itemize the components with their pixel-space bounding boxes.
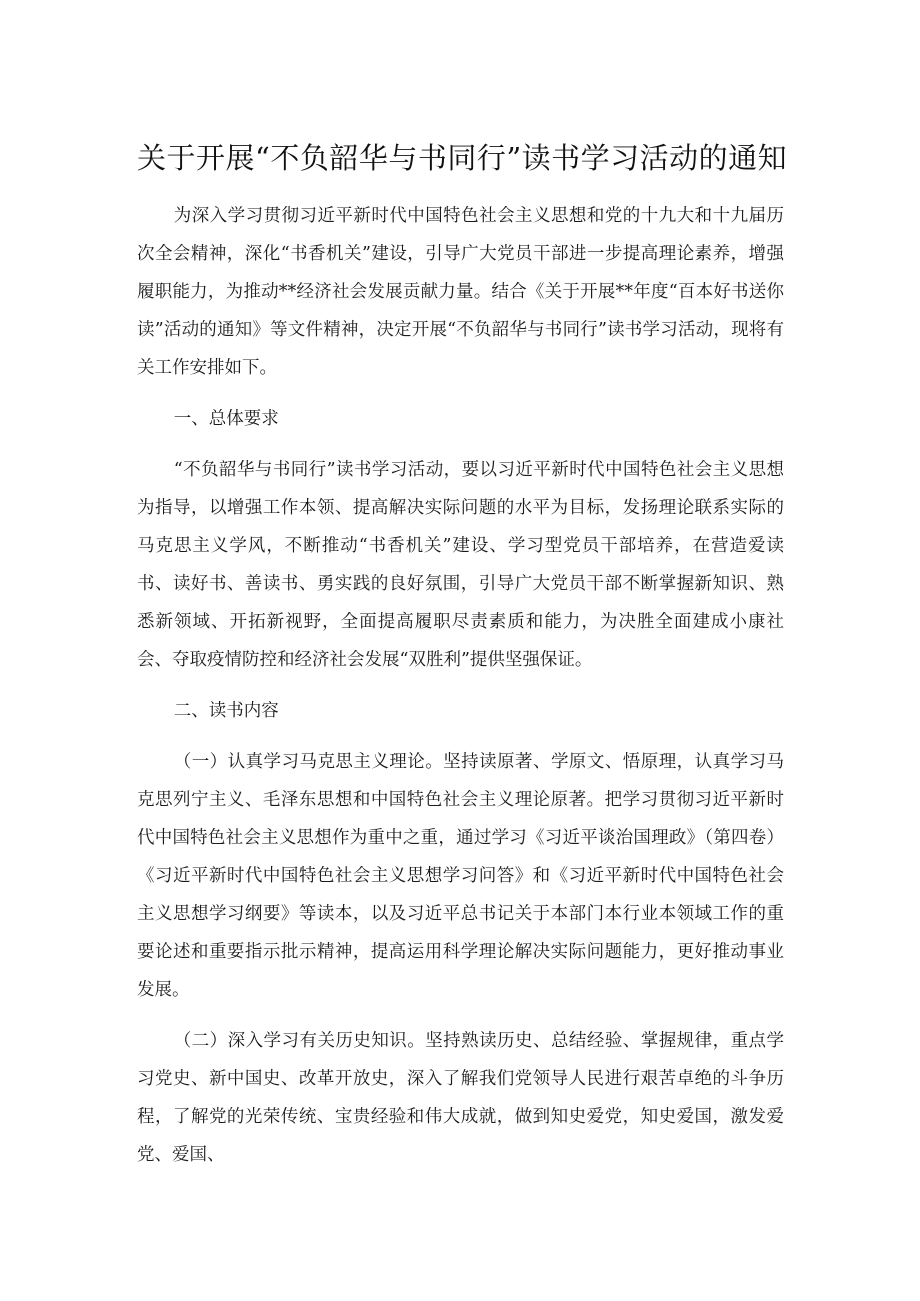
section-heading-general-requirements: 一、总体要求 xyxy=(173,409,279,429)
section-heading-reading-content: 二、读书内容 xyxy=(173,701,279,721)
document-title: 关于开展“不负韶华与书同行”读书学习活动的通知 xyxy=(137,141,788,175)
reading-content-item-1: （一）认真学习马克思主义理论。坚持读原著、学原文、悟原理，认真学习马克思列宁主义、毛泽东思想和中国特色社会主义理论原著。把学习贯彻习近平新时代中国特色社会主义思想作为重中之重，通过学习《习近平谈治国理政》（第四卷）《习近平新时代中国特色社会主义思想学习问答》和《习近平新时代中国特色社会主义思想学习纲要》等读本，以及习近平总书记关于本部门本行业本领域工作的重要论述和重要指示批示精神，提高运用科学理论解决实际问题能力，更好推动事业发展。 xyxy=(137,752,784,1000)
reading-content-item-2: （二）深入学习有关历史知识。坚持熟读历史、总结经验、掌握规律，重点学习党史、新中国史、改革开放史，深入了解我们党领导人民进行艰苦卓绝的斗争历程，了解党的光荣传统、宝贵经验和伟大成就，做到知史爱党，知史爱国，激发爱党、爱国、 xyxy=(137,1031,784,1165)
intro-paragraph: 为深入学习贯彻习近平新时代中国特色社会主义思想和党的十九大和十九届历次全会精神，深化“书香机关”建设，引导广大党员干部进一步提高理论素养，增强履职能力，为推动**经济社会发展贡献力量。结合《关于开展**年度“百本好书送你读”活动的通知》等文件精神，决定开展“不负韶华与书同行”读书学习活动，现将有关工作安排如下。 xyxy=(137,206,784,378)
document-body xyxy=(137,197,784,1187)
general-requirements-paragraph: “不负韶华与书同行”读书学习活动，要以习近平新时代中国特色社会主义思想为指导，以增强工作本领、提高解决实际问题的水平为目标，发扬理论联系实际的马克思主义学风，不断推动“书香机关”建设、学习型党员干部培养，在营造爱读书、读好书、善读书、勇实践的良好氛围，引导广大党员干部不断掌握新知识、熟悉新领域、开拓新视野，全面提高履职尽责素质和能力，为决胜全面建成小康社会、夺取疫情防控和经济社会发展“双胜利”提供坚强保证。 xyxy=(137,460,784,670)
